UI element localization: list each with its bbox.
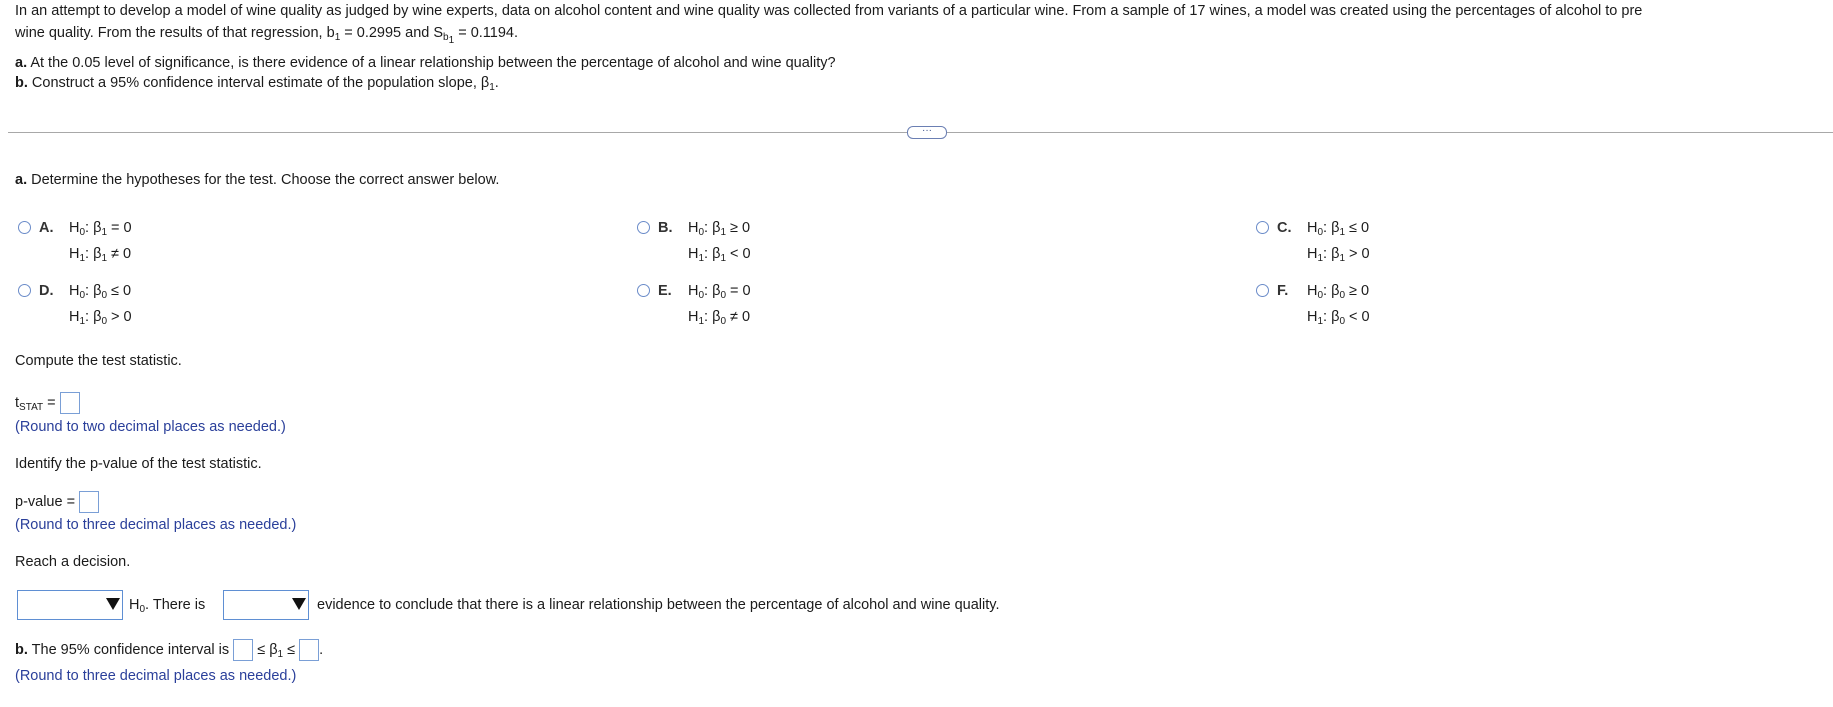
option-f-h1: $H_1$: $\beta_0 < 0$ <box>1307 309 1370 327</box>
radio-c[interactable] <box>1256 221 1269 234</box>
option-d-h0: $H_0$: $\beta_0 \le 0$ <box>69 283 132 301</box>
evidence-dropdown[interactable] <box>223 590 309 620</box>
option-a-h1: $H_1$: $\beta_1 \ne 0$ <box>69 246 132 264</box>
compute-prompt: Compute the test statistic. <box>15 353 182 369</box>
ci-lower-input[interactable] <box>233 639 253 661</box>
radio-e[interactable] <box>637 284 650 297</box>
option-b-h1: $H_1$: $\beta_1 < 0$ <box>688 246 751 264</box>
problem-statement <box>15 0 1833 44</box>
part-a-prompt: a. Determine the hypotheses for the test. Choose the correct answer below. <box>15 172 500 188</box>
option-f[interactable]: F. $H_0$: $\beta_0 \ge 0$ $H_1$: $\beta_0 < 0$ <box>1256 281 1370 330</box>
radio-d[interactable] <box>18 284 31 297</box>
option-c-h1: $H_1$: $\beta_1 > 0$ <box>1307 246 1370 264</box>
more-options-button[interactable]: ··· <box>907 126 947 139</box>
option-d[interactable]: D. $H_0$: $\beta_0 \le 0$ $H_1$: $\beta_0 > 0$ <box>18 281 132 330</box>
question-a: a. At the 0.05 level of significance, is there evidence of a linear relationship between the percentage of alcohol and wine quality? <box>15 55 836 71</box>
pvalue-input[interactable] <box>79 491 99 513</box>
option-b-h0: $H_0$: $\beta_1 \ge 0$ <box>688 220 751 238</box>
decision-prompt: Reach a decision. <box>15 554 131 570</box>
option-c[interactable]: C. $H_0$: $\beta_1 \le 0$ $H_1$: $\beta_1 > 0$ <box>1256 218 1370 267</box>
radio-f[interactable] <box>1256 284 1269 297</box>
radio-b[interactable] <box>637 221 650 234</box>
radio-a[interactable] <box>18 221 31 234</box>
option-d-h1: $H_1$: $\beta_0 > 0$ <box>69 309 132 327</box>
option-c-h0: $H_0$: $\beta_1 \le 0$ <box>1307 220 1370 238</box>
round-hint-two: (Round to two decimal places as needed.) <box>15 419 286 435</box>
option-a-h0: $H_0$: $\beta_1 = 0$ <box>69 220 132 238</box>
question-b: b. Construct a 95% confidence interval estimate of the population slope, $\beta_1$. <box>15 75 499 93</box>
round-hint-three-b: (Round to three decimal places as needed.) <box>15 668 297 684</box>
option-e[interactable]: E. $H_0$: $\beta_0 = 0$ $H_1$: $\beta_0 \ne 0$ <box>637 281 751 330</box>
decision-h0-text: $H_0$. There is <box>129 597 206 615</box>
chevron-down-icon <box>106 598 120 610</box>
tstat-row: $t_{STAT}$ = <box>15 391 80 415</box>
reject-decision-dropdown[interactable] <box>17 590 123 620</box>
intro-line-1: In an attempt to develop a model of wine quality as judged by wine experts, data on alcohol content and wine quality was collected from variants of a particular wine. From a sample of 17 wines, a model was created using the percentages of alcohol to pre <box>15 3 1643 19</box>
option-e-h0: $H_0$: $\beta_0 = 0$ <box>688 283 751 301</box>
option-f-h0: $H_0$: $\beta_0 \ge 0$ <box>1307 283 1370 301</box>
option-a[interactable]: A. $H_0$: $\beta_1 = 0$ $H_1$: $\beta_1 \ne 0$ <box>18 218 132 267</box>
decision-conclusion: evidence to conclude that there is a linear relationship between the percentage of alcohol and wine quality. <box>317 597 1000 613</box>
pvalue-row: p-value = <box>15 490 99 514</box>
chevron-down-icon <box>292 598 306 610</box>
option-b[interactable]: B. $H_0$: $\beta_1 \ge 0$ $H_1$: $\beta_1 < 0$ <box>637 218 751 267</box>
pvalue-prompt: Identify the p-value of the test statistic. <box>15 456 262 472</box>
option-e-h1: $H_1$: $\beta_0 \ne 0$ <box>688 309 751 327</box>
round-hint-three-a: (Round to three decimal places as needed.) <box>15 517 297 533</box>
part-b-ci-row: b. The 95% confidence interval is ≤ $\beta_1$ ≤ . <box>15 638 323 662</box>
intro-line-2: wine quality. From the results of that regression, $b_1 = 0.2995$ and $S_{b_1} = 0.1194$. <box>15 25 518 44</box>
tstat-input[interactable] <box>60 392 80 414</box>
ci-upper-input[interactable] <box>299 639 319 661</box>
